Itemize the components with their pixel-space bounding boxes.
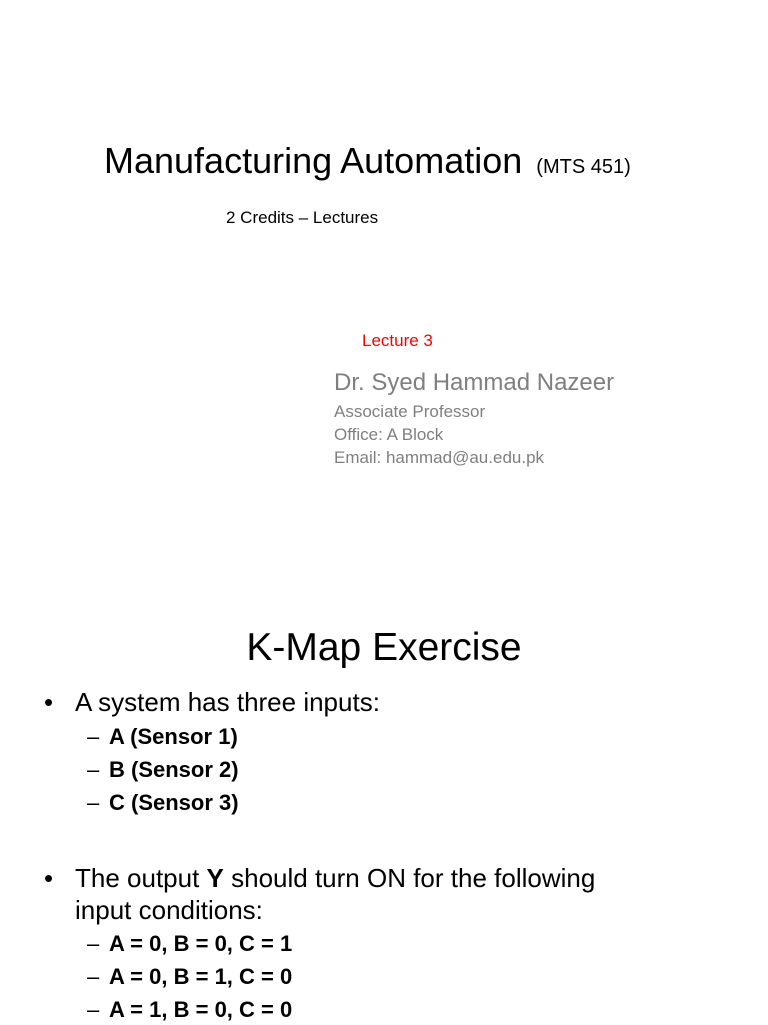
input-label: C (Sensor 3) xyxy=(109,790,239,815)
dash-icon: – xyxy=(87,964,100,989)
bullet-icon: • xyxy=(44,687,54,717)
sub-bullet-item xyxy=(87,995,292,1025)
dash-icon: – xyxy=(87,790,100,815)
bullet-icon: • xyxy=(44,863,54,893)
course-title-line xyxy=(104,139,631,189)
bullet-text: A system has three inputs: xyxy=(75,687,380,717)
bullet-text-prefix: The output xyxy=(75,863,207,893)
slide-title: K-Map Exercise xyxy=(246,626,522,669)
sub-bullet-item xyxy=(87,929,292,959)
sub-bullet-item xyxy=(87,962,292,992)
input-label: B (Sensor 2) xyxy=(109,757,239,782)
instructor-name: Dr. Syed Hammad Nazeer xyxy=(334,369,615,396)
sub-bullet-item xyxy=(87,755,239,785)
course-code: (MTS 451) xyxy=(536,156,631,178)
output-variable: Y xyxy=(206,863,224,893)
condition-label: A = 1, B = 0, C = 0 xyxy=(109,997,293,1022)
course-title: Manufacturing Automation xyxy=(104,140,523,181)
bullet-text-suffix: should turn ON for the following xyxy=(223,863,596,893)
sub-bullet-item xyxy=(87,722,238,752)
instructor-position: Associate Professor xyxy=(334,402,486,421)
bullet-item xyxy=(44,862,595,894)
dash-icon: – xyxy=(87,724,100,749)
bullet-text-continuation: input conditions: xyxy=(75,895,263,925)
condition-label: A = 0, B = 1, C = 0 xyxy=(109,964,293,989)
lecture-number: Lecture 3 xyxy=(362,331,433,350)
condition-label: A = 0, B = 0, C = 1 xyxy=(109,931,293,956)
instructor-office: Office: A Block xyxy=(334,425,444,444)
sub-bullet-item xyxy=(87,788,239,818)
bullet-item xyxy=(44,686,380,718)
input-label: A (Sensor 1) xyxy=(109,724,238,749)
dash-icon: – xyxy=(87,931,100,956)
dash-icon: – xyxy=(87,757,100,782)
instructor-email: Email: hammad@au.edu.pk xyxy=(334,448,545,467)
credits-label: 2 Credits – Lectures xyxy=(226,208,379,227)
dash-icon: – xyxy=(87,997,100,1022)
